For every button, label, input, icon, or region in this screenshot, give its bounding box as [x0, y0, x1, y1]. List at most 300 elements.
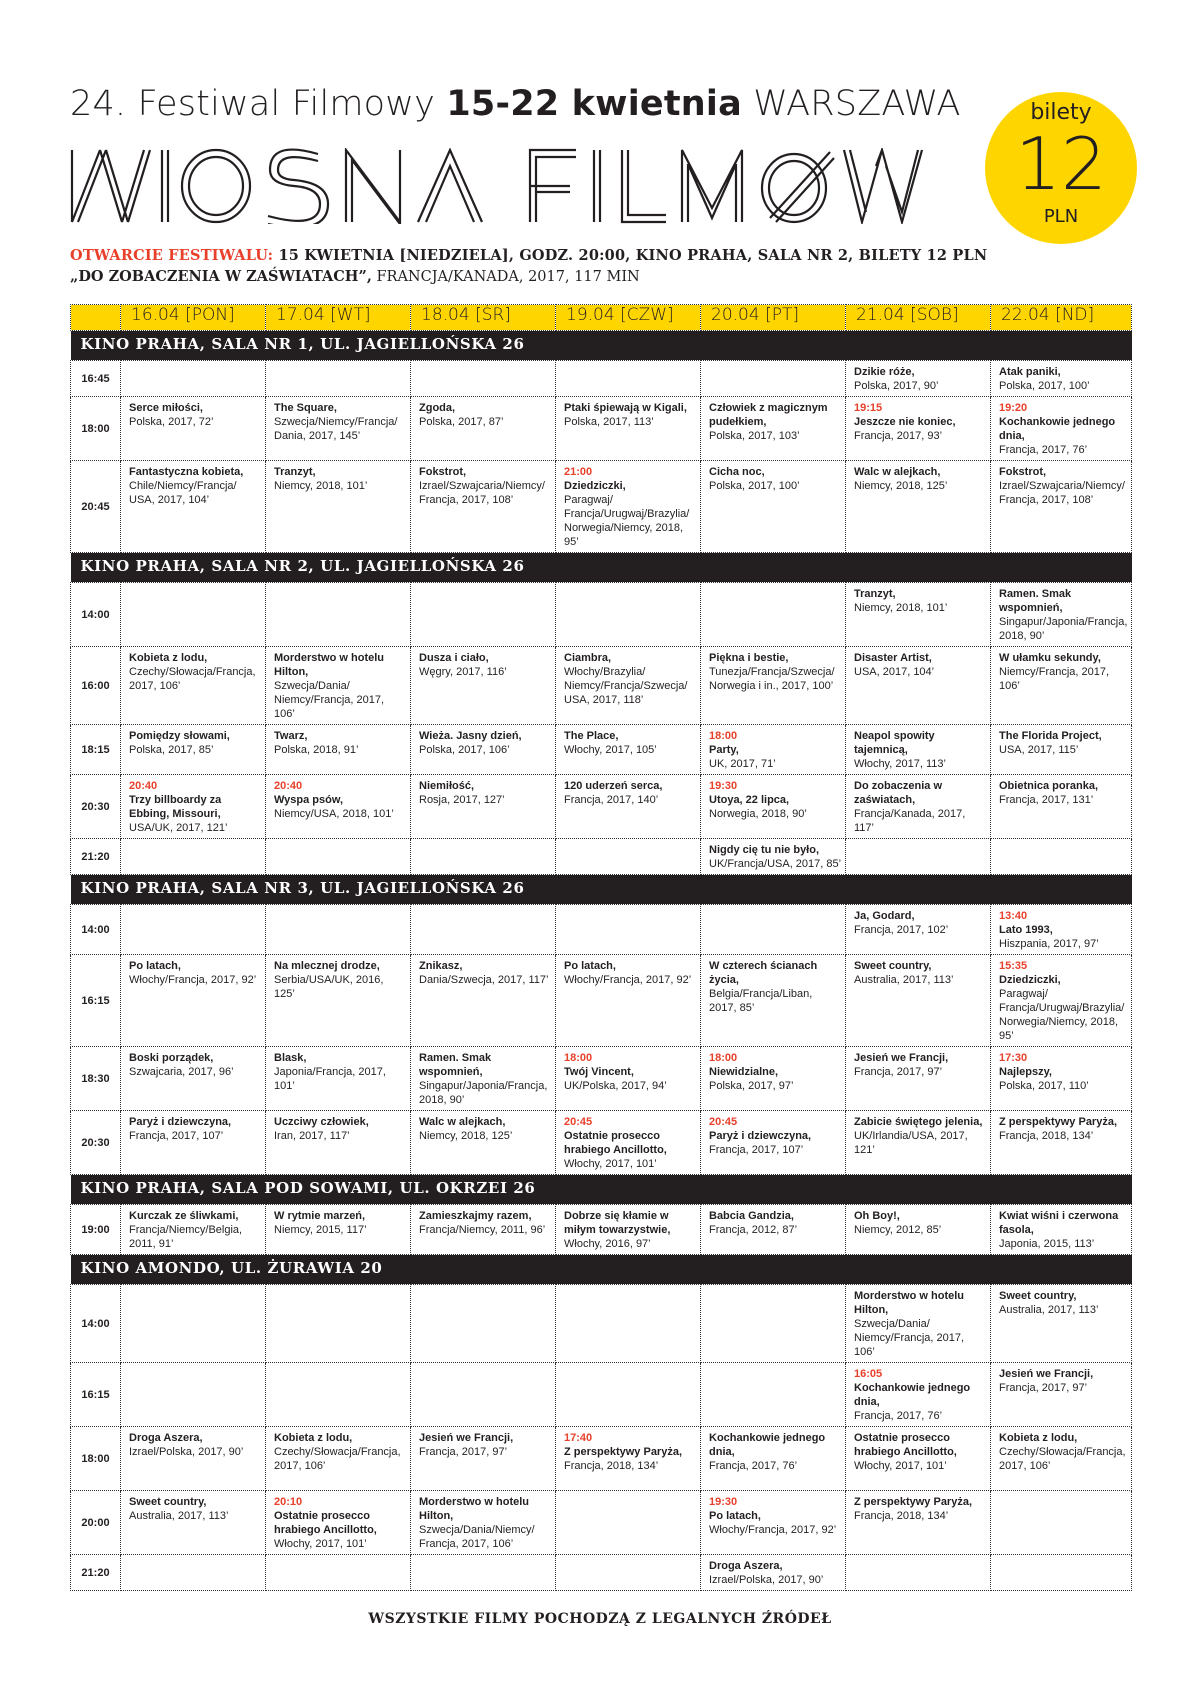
film-info: Francja, 2018, 134’ — [564, 1460, 659, 1472]
row-time: 21:20 — [71, 1555, 121, 1591]
festival-dates: 15-22 kwietnia — [446, 84, 742, 124]
screening-cell — [121, 905, 266, 955]
film-title: Nigdy cię tu nie było, — [709, 844, 820, 856]
film-title: Twój Vincent, — [564, 1066, 634, 1078]
screening-cell — [556, 905, 701, 955]
screening-cell — [411, 839, 556, 875]
film-title: Zgoda, — [419, 402, 456, 414]
row-time: 20:30 — [71, 1111, 121, 1175]
row-time: 16:45 — [71, 361, 121, 397]
screening-cell — [121, 775, 266, 839]
day-header: 21.04 [SOB] — [846, 305, 991, 331]
film-info: Włochy/Francja, 2017, 92’ — [709, 1524, 837, 1536]
opening-film-info: FRANCJA/KANADA, 2017, 117 MIN — [376, 269, 640, 285]
row-time: 21:20 — [71, 839, 121, 875]
screening-cell — [846, 905, 991, 955]
screening-time: 20:40 — [129, 780, 158, 792]
film-info: Francja, 2017, 102’ — [854, 924, 949, 936]
screening-cell — [121, 1285, 266, 1363]
film-info: Izrael/Polska, 2017, 90’ — [709, 1574, 824, 1586]
schedule-row — [71, 839, 1132, 875]
film-title: Atak paniki, — [999, 366, 1061, 378]
film-info: Czechy/Słowacja/Francja, 2017, 106’ — [274, 1446, 401, 1472]
schedule-row — [71, 1205, 1132, 1255]
film-info: Rosja, 2017, 127’ — [419, 794, 505, 806]
film-info: Polska, 2017, 110’ — [999, 1080, 1089, 1092]
screening-time: 16:05 — [854, 1368, 883, 1380]
film-title: Walc w alejkach, — [419, 1116, 506, 1128]
festival-edition: 24. Festiwal Filmowy — [70, 84, 436, 124]
screening-cell — [266, 397, 411, 461]
film-title: Paryż i dziewczyna, — [709, 1130, 812, 1142]
film-info: Niemcy, 2018, 125’ — [854, 480, 948, 492]
screening-cell — [846, 397, 991, 461]
film-info: Szwecja/Dania/ Niemcy/Francja, 2017, 106’ — [854, 1318, 965, 1358]
film-info: Polska, 2017, 87’ — [419, 416, 504, 428]
film-title: Człowiek z magicznym pudełkiem, — [709, 402, 828, 428]
screening-cell — [991, 647, 1132, 725]
screening-cell — [991, 775, 1132, 839]
schedule-row — [71, 1285, 1132, 1363]
screening-cell — [266, 839, 411, 875]
schedule-row — [71, 647, 1132, 725]
film-info: UK/Francja/USA, 2017, 85’ — [709, 858, 842, 870]
screening-cell — [556, 839, 701, 875]
screening-cell — [266, 1047, 411, 1111]
screening-cell — [846, 461, 991, 553]
film-title: Morderstwo w hotelu Hilton, — [419, 1496, 529, 1522]
schedule-row — [71, 775, 1132, 839]
screening-cell — [411, 1285, 556, 1363]
screening-time: 19:15 — [854, 402, 883, 414]
film-title: Jesień we Francji, — [854, 1052, 949, 1064]
screening-cell — [701, 1555, 846, 1591]
schedule-row — [71, 1047, 1132, 1111]
screening-time: 19:30 — [709, 780, 738, 792]
venue-header-row — [71, 331, 1132, 361]
film-info: Szwecja/Niemcy/Francja/ Dania, 2017, 145’ — [274, 416, 398, 442]
film-info: Polska, 2017, 100’ — [709, 480, 800, 492]
screening-cell — [121, 397, 266, 461]
screening-cell — [701, 775, 846, 839]
screening-cell — [266, 361, 411, 397]
film-title: Boski porządek, — [129, 1052, 214, 1064]
film-title: Ramen. Smak wspomnień, — [419, 1052, 492, 1078]
film-title: Dobrze się kłamie w miłym towarzystwie, — [564, 1210, 671, 1236]
film-title: Jeszcze nie koniec, — [854, 416, 956, 428]
row-time: 18:15 — [71, 725, 121, 775]
film-title: Zamieszkajmy razem, — [419, 1210, 532, 1222]
screening-cell — [701, 1047, 846, 1111]
film-info: Polska, 2017, 113’ — [564, 416, 654, 428]
screening-cell — [411, 955, 556, 1047]
film-title: Kobieta z lodu, — [274, 1432, 353, 1444]
film-info: Francja/Niemcy/Belgia, 2011, 91’ — [129, 1224, 243, 1250]
screening-cell — [266, 1555, 411, 1591]
screening-cell — [846, 1491, 991, 1555]
screening-cell — [556, 1427, 701, 1491]
screening-cell — [846, 1111, 991, 1175]
film-info: Japonia/Francja, 2017, 101’ — [274, 1066, 386, 1092]
screening-cell — [991, 361, 1132, 397]
screening-cell — [701, 461, 846, 553]
film-info: Polska, 2017, 100’ — [999, 380, 1090, 392]
screening-cell — [701, 1363, 846, 1427]
badge-currency: PLN — [1043, 206, 1079, 227]
film-title: Z perspektywy Paryża, — [999, 1116, 1118, 1128]
screening-cell — [266, 1427, 411, 1491]
screening-cell — [266, 647, 411, 725]
screening-time: 13:40 — [999, 910, 1028, 922]
film-title: Obietnica poranka, — [999, 780, 1099, 792]
film-title: Zabicie świętego jelenia, — [854, 1116, 983, 1128]
film-info: Japonia, 2015, 113’ — [999, 1238, 1095, 1250]
film-info: Włochy, 2016, 97’ — [564, 1238, 651, 1250]
venue-header-row — [71, 553, 1132, 583]
film-info: Chile/Niemcy/Francja/ USA, 2017, 104’ — [129, 480, 237, 506]
opening-film-title: „DO ZOBACZENIA W ZAŚWIATACH”, — [70, 268, 372, 285]
schedule-row — [71, 955, 1132, 1047]
film-title: Kwiat wiśni i czerwona fasola, — [999, 1210, 1119, 1236]
film-title: Do zobaczenia w zaświatach, — [854, 780, 943, 806]
film-info: Niemcy, 2018, 101’ — [854, 602, 948, 614]
screening-time: 18:00 — [709, 1052, 738, 1064]
day-header: 17.04 [WT] — [266, 305, 411, 331]
film-info: Polska, 2017, 90’ — [854, 380, 939, 392]
screening-cell — [411, 775, 556, 839]
screening-cell — [846, 647, 991, 725]
film-info: Polska, 2017, 103’ — [709, 430, 800, 442]
film-info: Australia, 2017, 113’ — [999, 1304, 1099, 1316]
screening-cell — [266, 1285, 411, 1363]
screening-cell — [556, 1111, 701, 1175]
film-info: Norwegia, 2018, 90’ — [709, 808, 807, 820]
schedule-row — [71, 583, 1132, 647]
screening-cell — [556, 1047, 701, 1111]
film-title: Utoya, 22 lipca, — [709, 794, 790, 806]
day-header-corner — [71, 305, 121, 331]
screening-cell — [556, 647, 701, 725]
venue-header-row — [71, 875, 1132, 905]
screening-cell — [556, 1363, 701, 1427]
film-title: Niemiłość, — [419, 780, 475, 792]
screening-cell — [556, 461, 701, 553]
row-time: 16:00 — [71, 647, 121, 725]
film-info: Niemcy, 2018, 125’ — [419, 1130, 513, 1142]
screening-cell — [266, 775, 411, 839]
screening-cell — [991, 1111, 1132, 1175]
film-title: Droga Aszera, — [129, 1432, 203, 1444]
film-info: Niemcy, 2018, 101’ — [274, 480, 368, 492]
screening-cell — [411, 725, 556, 775]
film-title: Fantastyczna kobieta, — [129, 466, 244, 478]
screening-cell — [991, 725, 1132, 775]
venue-header-row — [71, 1175, 1132, 1205]
screening-cell — [701, 361, 846, 397]
screening-time: 20:10 — [274, 1496, 303, 1508]
film-info: Izrael/Polska, 2017, 90’ — [129, 1446, 244, 1458]
film-title: Uczciwy człowiek, — [274, 1116, 369, 1128]
schedule-row — [71, 1363, 1132, 1427]
film-info: Dania/Szwecja, 2017, 117’ — [419, 974, 549, 986]
film-info: Francja, 2017, 76’ — [999, 444, 1088, 456]
film-title: Ramen. Smak wspomnień, — [999, 588, 1072, 614]
venue-name: KINO PRAHA, SALA POD SOWAMI, UL. OKRZEI 26 — [71, 1175, 1132, 1205]
screening-cell — [121, 1427, 266, 1491]
schedule-table — [70, 304, 1132, 1591]
film-info: USA/UK, 2017, 121’ — [129, 822, 228, 834]
film-info: Belgia/Francja/Liban, 2017, 85’ — [709, 988, 813, 1014]
film-title: Fokstrot, — [419, 466, 467, 478]
screening-cell — [556, 725, 701, 775]
screening-cell — [556, 1491, 701, 1555]
film-info: Niemcy/USA, 2018, 101’ — [274, 808, 394, 820]
schedule-row — [71, 1555, 1132, 1591]
schedule-row — [71, 397, 1132, 461]
film-info: Węgry, 2017, 116’ — [419, 666, 507, 678]
film-title: Tranzyt, — [274, 466, 316, 478]
screening-time: 15:35 — [999, 960, 1028, 972]
film-title: Z perspektywy Paryża, — [564, 1446, 683, 1458]
screening-cell — [846, 1205, 991, 1255]
film-info: UK/Polska, 2017, 94’ — [564, 1080, 667, 1092]
opening-line — [70, 247, 987, 264]
screening-cell — [266, 905, 411, 955]
screening-cell — [266, 583, 411, 647]
screening-cell — [991, 1205, 1132, 1255]
venue-name: KINO PRAHA, SALA NR 1, UL. JAGIELLOŃSKA 26 — [71, 331, 1132, 361]
film-title: Po latach, — [564, 960, 616, 972]
film-info: Francja, 2017, 107’ — [709, 1144, 804, 1156]
film-title: Lato 1993, — [999, 924, 1053, 936]
film-title: Z perspektywy Paryża, — [854, 1496, 973, 1508]
film-info: Włochy/Francja, 2017, 92’ — [129, 974, 257, 986]
film-title: Wyspa psów, — [274, 794, 344, 806]
screening-time: 20:40 — [274, 780, 303, 792]
film-title: The Square, — [274, 402, 337, 414]
film-title: Babcia Gandzia, — [709, 1210, 794, 1222]
screening-cell — [556, 955, 701, 1047]
film-title: Morderstwo w hotelu Hilton, — [274, 652, 384, 678]
screening-cell — [266, 1491, 411, 1555]
schedule-row — [71, 461, 1132, 553]
film-info: Włochy, 2017, 101’ — [274, 1538, 367, 1550]
venue-name: KINO PRAHA, SALA NR 3, UL. JAGIELLOŃSKA 26 — [71, 875, 1132, 905]
film-info: Włochy, 2017, 105’ — [564, 744, 657, 756]
film-info: Singapur/Japonia/Francja, 2018, 90’ — [419, 1080, 548, 1106]
film-title: W ułamku sekundy, — [999, 652, 1101, 664]
film-info: Włochy/Brazylia/ Niemcy/Francja/Szwecja/ USA, 2017, 118’ — [564, 666, 688, 706]
screening-cell — [266, 1111, 411, 1175]
film-info: Niemcy, 2015, 117’ — [274, 1224, 367, 1236]
film-title: Cicha noc, — [709, 466, 765, 478]
screening-cell — [121, 1555, 266, 1591]
film-info: Australia, 2017, 113’ — [854, 974, 954, 986]
opening-info: 15 KWIETNIA [NIEDZIELA], GODZ. 20:00, KINO PRAHA, SALA NR 2, BILETY 12 PLN — [278, 247, 988, 264]
screening-cell — [701, 1427, 846, 1491]
film-info: Francja, 2017, 76’ — [854, 1410, 943, 1422]
screening-cell — [701, 1285, 846, 1363]
screening-cell — [411, 461, 556, 553]
film-title: Znikasz, — [419, 960, 463, 972]
screening-cell — [846, 775, 991, 839]
screening-cell — [991, 905, 1132, 955]
film-info: Włochy, 2017, 113’ — [854, 758, 946, 770]
film-title: Ostatnie prosecco hrabiego Ancillotto, — [854, 1432, 957, 1458]
screening-cell — [991, 1047, 1132, 1111]
row-time: 20:30 — [71, 775, 121, 839]
screening-cell — [701, 839, 846, 875]
screening-cell — [411, 397, 556, 461]
screening-cell — [991, 461, 1132, 553]
film-info: Szwecja/Dania/ Niemcy/Francja, 2017, 106’ — [274, 680, 385, 720]
film-info: Izrael/Szwajcaria/Niemcy/ Francja, 2017, 108’ — [419, 480, 545, 506]
screening-cell — [846, 725, 991, 775]
venue-header-row — [71, 1255, 1132, 1285]
screening-cell — [846, 361, 991, 397]
film-info: Niemcy, 2012, 85’ — [854, 1224, 942, 1236]
screening-cell — [411, 647, 556, 725]
film-info: Paragwaj/ Francja/Urugwaj/Brazylia/ Norwegia/Niemcy, 2018, 95’ — [564, 494, 690, 548]
film-title: Neapol spowity tajemnicą, — [854, 730, 935, 756]
film-title: Ja, Godard, — [854, 910, 915, 922]
screening-cell — [701, 647, 846, 725]
film-title: Ptaki śpiewają w Kigali, — [564, 402, 687, 414]
film-info: Włochy, 2017, 101’ — [564, 1158, 657, 1170]
row-time: 16:15 — [71, 1363, 121, 1427]
film-title: Paryż i dziewczyna, — [129, 1116, 232, 1128]
film-info: Polska, 2017, 72’ — [129, 416, 214, 428]
ticket-price-badge — [985, 92, 1137, 244]
screening-cell — [701, 1491, 846, 1555]
screening-cell — [411, 905, 556, 955]
film-info: Szwecja/Dania/Niemcy/ Francja, 2017, 106’ — [419, 1524, 535, 1550]
badge-label: bilety — [1030, 100, 1092, 125]
film-title: Twarz, — [274, 730, 308, 742]
screening-cell — [846, 839, 991, 875]
screening-cell — [846, 955, 991, 1047]
row-time: 18:00 — [71, 1427, 121, 1491]
screening-cell — [121, 1205, 266, 1255]
screening-cell — [846, 583, 991, 647]
screening-cell — [701, 397, 846, 461]
screening-cell — [991, 583, 1132, 647]
screening-cell — [701, 1111, 846, 1175]
screening-cell — [556, 583, 701, 647]
screening-cell — [846, 1555, 991, 1591]
film-title: Kobieta z lodu, — [999, 1432, 1078, 1444]
screening-cell — [121, 1111, 266, 1175]
film-info: Francja/Kanada, 2017, 117’ — [854, 808, 966, 834]
screening-cell — [991, 397, 1132, 461]
film-title: Morderstwo w hotelu Hilton, — [854, 1290, 964, 1316]
film-title: 120 uderzeń serca, — [564, 780, 663, 792]
screening-cell — [121, 1047, 266, 1111]
day-header: 16.04 [PON] — [121, 305, 266, 331]
film-title: Dzikie róże, — [854, 366, 915, 378]
film-info: Tunezja/Francja/Szwecja/ Norwegia i in., 2017, 100’ — [709, 666, 835, 692]
film-title: Fokstrot, — [999, 466, 1047, 478]
film-info: Francja, 2017, 76’ — [709, 1460, 798, 1472]
film-title: Party, — [709, 744, 739, 756]
screening-cell — [556, 1555, 701, 1591]
film-title: Wieża. Jasny dzień, — [419, 730, 522, 742]
film-info: Francja, 2018, 134’ — [854, 1510, 949, 1522]
row-time: 14:00 — [71, 1285, 121, 1363]
film-title: Jesień we Francji, — [419, 1432, 514, 1444]
film-info: Niemcy/Francja, 2017, 106’ — [999, 666, 1110, 692]
film-info: Paragwaj/ Francja/Urugwaj/Brazylia/ Norwegia/Niemcy, 2018, 95’ — [999, 988, 1125, 1042]
screening-time: 19:30 — [709, 1496, 738, 1508]
schedule-row — [71, 725, 1132, 775]
screening-cell — [121, 583, 266, 647]
screening-cell — [411, 1047, 556, 1111]
film-title: Po latach, — [709, 1510, 761, 1522]
screening-cell — [556, 361, 701, 397]
film-info: Włochy/Francja, 2017, 92’ — [564, 974, 692, 986]
film-title: Ostatnie prosecco hrabiego Ancillotto, — [564, 1130, 667, 1156]
screening-cell — [411, 1363, 556, 1427]
screening-time: 18:00 — [709, 730, 738, 742]
film-info: Francja/Niemcy, 2011, 96’ — [419, 1224, 546, 1236]
screening-cell — [121, 1491, 266, 1555]
film-info: Włochy, 2017, 101’ — [854, 1460, 947, 1472]
film-info: Francja, 2017, 131’ — [999, 794, 1094, 806]
film-info: UK/Irlandia/USA, 2017, 121’ — [854, 1130, 968, 1156]
film-info: Czechy/Słowacja/Francja, 2017, 106’ — [999, 1446, 1126, 1472]
film-title: Ciambra, — [564, 652, 612, 664]
film-title: Kochankowie jednego dnia, — [854, 1382, 971, 1408]
venue-name: KINO PRAHA, SALA NR 2, UL. JAGIELLOŃSKA 26 — [71, 553, 1132, 583]
screening-cell — [411, 1555, 556, 1591]
row-time: 20:00 — [71, 1491, 121, 1555]
screening-cell — [121, 647, 266, 725]
film-info: Czechy/Słowacja/Francja, 2017, 106’ — [129, 666, 256, 692]
day-header: 18.04 [ŚR] — [411, 305, 556, 331]
screening-cell — [701, 1205, 846, 1255]
screening-cell — [556, 397, 701, 461]
film-title: Na mlecznej drodze, — [274, 960, 380, 972]
screening-cell — [701, 583, 846, 647]
screening-cell — [556, 775, 701, 839]
screening-cell — [121, 1363, 266, 1427]
screening-cell — [266, 955, 411, 1047]
film-info: Polska, 2017, 85’ — [129, 744, 214, 756]
screening-cell — [411, 1111, 556, 1175]
film-info: UK, 2017, 71’ — [709, 758, 776, 770]
film-info: Polska, 2018, 91’ — [274, 744, 359, 756]
film-info: Polska, 2017, 97’ — [709, 1080, 794, 1092]
day-header: 19.04 [CZW] — [556, 305, 701, 331]
film-title: Jesień we Francji, — [999, 1368, 1094, 1380]
screening-cell — [846, 1363, 991, 1427]
film-info: Australia, 2017, 113’ — [129, 1510, 229, 1522]
film-info: Francja, 2012, 87’ — [709, 1224, 798, 1236]
screening-cell — [411, 1427, 556, 1491]
film-info: Iran, 2017, 117’ — [274, 1130, 350, 1142]
film-title: W rytmie marzeń, — [274, 1210, 366, 1222]
film-info: Francja, 2017, 97’ — [419, 1446, 508, 1458]
screening-cell — [266, 461, 411, 553]
row-time: 20:45 — [71, 461, 121, 553]
screening-cell — [411, 1491, 556, 1555]
screening-cell — [411, 583, 556, 647]
opening-film-line — [70, 268, 640, 285]
screening-time: 20:45 — [564, 1116, 593, 1128]
screening-cell — [991, 1491, 1132, 1555]
screening-cell — [991, 1427, 1132, 1491]
screening-time: 17:40 — [564, 1432, 593, 1444]
